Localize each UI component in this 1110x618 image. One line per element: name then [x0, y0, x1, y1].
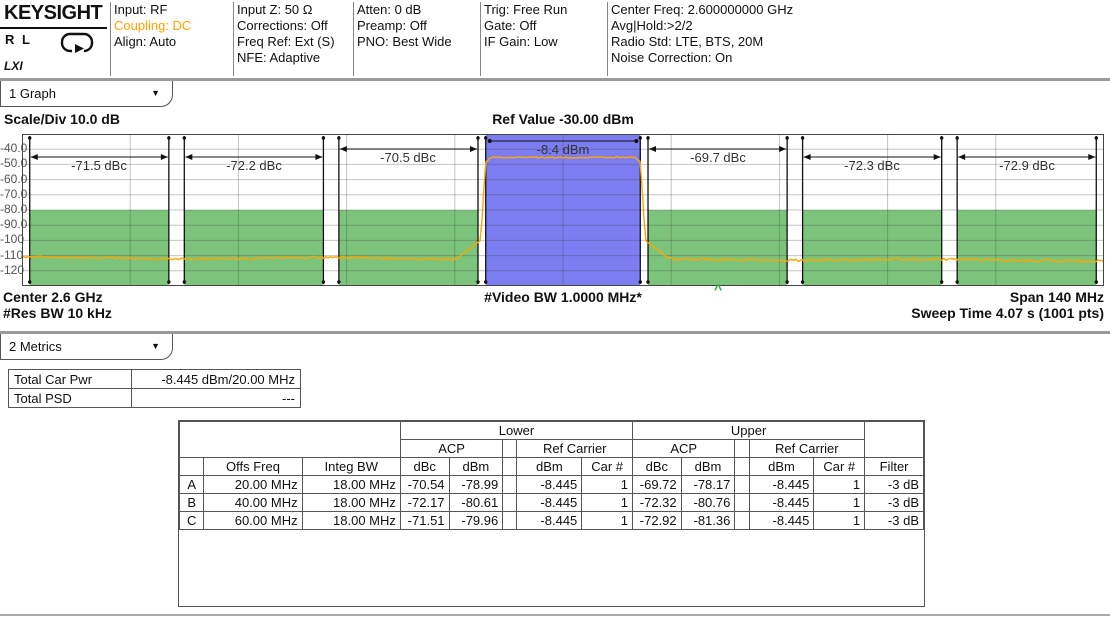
header-panel-impedance[interactable] [237, 2, 335, 66]
y-axis-tick-label: -70.0 [0, 186, 28, 201]
acp-value-cell: 1 [582, 476, 633, 494]
header-panel-trigger[interactable] [484, 2, 567, 50]
acp-table-row [180, 494, 924, 512]
acp-spacer-cell [735, 458, 749, 476]
header-line: Input Z: 50 Ω [237, 2, 313, 17]
metrics-row [9, 370, 301, 389]
ref-value-label: Ref Value -30.00 dBm [492, 111, 634, 127]
acp-value-cell: -71.51 [400, 512, 449, 530]
y-axis-tick-label: -80.0 [0, 202, 28, 216]
acp-subgroup-refcarrier: Ref Carrier [749, 440, 865, 458]
header-line: Corrections: Off [237, 18, 328, 33]
acp-value-cell: -70.54 [400, 476, 449, 494]
acp-table-row [180, 476, 924, 494]
brand-logo: KEYSIGHT [4, 2, 103, 24]
acp-spacer-cell [503, 512, 517, 530]
header-divider [353, 2, 354, 76]
header-line: Atten: 0 dB [357, 2, 422, 17]
acp-col-header: dBm [449, 458, 503, 476]
header-line: Freq Ref: Ext (S) [237, 34, 335, 49]
header-line-coupling: Coupling: DC [114, 18, 192, 33]
acp-value-cell: 20.00 MHz [204, 476, 302, 494]
acp-value-cell: -81.36 [681, 512, 735, 530]
center-freq-annotation: Center 2.6 GHz [3, 289, 103, 305]
span-annotation: Span 140 MHz [1009, 289, 1104, 305]
header-panel-input[interactable] [114, 2, 191, 50]
acp-col-header: dBm [517, 458, 582, 476]
header-line: PNO: Best Wide [357, 34, 452, 49]
acp-region-label: -72.9 dBc [999, 158, 1055, 173]
acp-region-label: -72.3 dBc [844, 158, 900, 173]
acp-header-row [180, 422, 924, 440]
acp-col-header: Car # [814, 458, 865, 476]
acp-spacer-cell [503, 476, 517, 494]
metric-value: --- [132, 389, 301, 408]
acp-table-row [180, 512, 924, 530]
acp-row-id: B [180, 494, 204, 512]
marker-caret-icon: ^ [714, 281, 723, 297]
header-line: Align: Auto [114, 34, 177, 49]
acp-spacer-cell [735, 512, 749, 530]
acp-col-header: dBc [633, 458, 682, 476]
header-line: Input: RF [114, 2, 168, 17]
acp-spacer-cell [503, 494, 517, 512]
acp-value-cell: -3 dB [865, 512, 924, 530]
acp-value-cell: -79.96 [449, 512, 503, 530]
acp-group-upper: Upper [633, 422, 865, 440]
acp-spacer-cell [503, 440, 517, 458]
acp-value-cell: -72.92 [633, 512, 682, 530]
metrics-view-dropdown-label: 2 Metrics [9, 339, 62, 354]
acp-value-cell: 1 [582, 494, 633, 512]
acp-value-cell: 18.00 MHz [302, 476, 400, 494]
acp-col-header: dBm [681, 458, 735, 476]
brand-rule [0, 27, 107, 29]
header-line: Trig: Free Run [484, 2, 568, 17]
bottom-divider [0, 614, 1110, 616]
acp-subgroup-acp: ACP [400, 440, 502, 458]
acp-col-header: dBm [749, 458, 814, 476]
graph-view-dropdown[interactable] [0, 81, 173, 107]
acp-value-cell: 60.00 MHz [204, 512, 302, 530]
y-axis-tick-label: -100 [0, 232, 25, 247]
acp-row-id: A [180, 476, 204, 494]
chevron-down-icon: ▼ [151, 341, 160, 351]
metric-label: Total Car Pwr [9, 370, 132, 389]
acp-value-cell: -8.445 [749, 476, 814, 494]
acp-col-header: dBc [400, 458, 449, 476]
acp-col-header: Filter [865, 458, 924, 476]
acp-subgroup-acp: ACP [633, 440, 735, 458]
res-bw-annotation: #Res BW 10 kHz [3, 305, 112, 321]
metrics-row [9, 389, 301, 408]
acp-value-cell: 18.00 MHz [302, 512, 400, 530]
sweep-time-annotation: Sweep Time 4.07 s (1001 pts) [911, 305, 1104, 321]
header-line: Gate: Off [484, 18, 537, 33]
video-bw-annotation: #Video BW 1.0000 MHz* [484, 289, 642, 305]
acp-spacer-cell [735, 494, 749, 512]
acp-value-cell: 1 [814, 512, 865, 530]
acp-group-lower: Lower [400, 422, 632, 440]
header-divider [607, 2, 608, 76]
acp-region-label: -72.2 dBc [226, 158, 282, 173]
acp-corner-cell [865, 422, 924, 458]
acp-value-cell: -72.17 [400, 494, 449, 512]
lxi-logo: LXI [4, 59, 23, 73]
acp-spacer-cell [735, 440, 749, 458]
acp-value-cell: -8.445 [517, 512, 582, 530]
continuous-sweep-icon[interactable] [60, 32, 94, 59]
header-line: Avg|Hold:>2/2 [611, 18, 693, 33]
acp-value-cell: 1 [814, 494, 865, 512]
acp-col-header [180, 458, 204, 476]
acp-value-cell: -8.445 [749, 512, 814, 530]
acp-value-cell: -80.61 [449, 494, 503, 512]
y-axis-tick-label: -60.0 [0, 171, 28, 186]
carrier-power-label: -8.4 dBm [536, 142, 590, 157]
acp-col-header: Integ BW [302, 458, 400, 476]
metric-label: Total PSD [9, 389, 132, 408]
metrics-view-dropdown[interactable] [0, 334, 173, 360]
header-line: NFE: Adaptive [237, 50, 321, 65]
acp-row-id: C [180, 512, 204, 530]
acp-value-cell: -8.445 [517, 494, 582, 512]
header-divider [110, 2, 111, 76]
header-line: IF Gain: Low [484, 34, 558, 49]
acp-results-table [178, 420, 925, 607]
acp-region-label: -71.5 dBc [71, 158, 127, 173]
metric-value: -8.445 dBm/20.00 MHz [132, 370, 301, 389]
acp-value-cell: 1 [814, 476, 865, 494]
acp-value-cell: -78.17 [681, 476, 735, 494]
acp-value-cell: -8.445 [517, 476, 582, 494]
header-panel-atten[interactable] [357, 2, 452, 50]
acp-value-cell: 1 [582, 512, 633, 530]
acp-region-label: -70.5 dBc [380, 150, 436, 165]
acp-subgroup-refcarrier: Ref Carrier [517, 440, 633, 458]
mode-indicator: R L [5, 32, 32, 47]
y-axis-tick-label: -110 [0, 247, 24, 262]
acp-value-cell: -69.72 [633, 476, 682, 494]
metrics-table [8, 369, 301, 408]
acp-value-cell: -80.76 [681, 494, 735, 512]
acp-col-header: Car # [582, 458, 633, 476]
header-panel-freq[interactable] [611, 2, 793, 66]
graph-view-dropdown-label: 1 Graph [9, 86, 56, 101]
acp-value-cell: -3 dB [865, 494, 924, 512]
header-line: Preamp: Off [357, 18, 427, 33]
acp-value-cell: -78.99 [449, 476, 503, 494]
header-line: Center Freq: 2.600000000 GHz [611, 2, 794, 17]
acp-column-header-row [180, 458, 924, 476]
y-axis-tick-label: -90.0 [0, 217, 28, 232]
acp-region-label: -69.7 dBc [690, 150, 746, 165]
acp-value-cell: 18.00 MHz [302, 494, 400, 512]
y-axis-tick-label: -120 [0, 262, 25, 277]
header-divider [233, 2, 234, 76]
scale-div-label: Scale/Div 10.0 dB [4, 111, 120, 127]
acp-value-cell: -8.445 [749, 494, 814, 512]
acp-col-header: Offs Freq [204, 458, 302, 476]
acp-corner-cell [180, 422, 401, 458]
header-line: Radio Std: LTE, BTS, 20M [611, 34, 764, 49]
header-line: Noise Correction: On [611, 50, 733, 65]
acp-spacer-cell [503, 458, 517, 476]
acp-value-cell: -72.32 [633, 494, 682, 512]
acp-value-cell: 40.00 MHz [204, 494, 302, 512]
acp-value-cell: -3 dB [865, 476, 924, 494]
y-axis-tick-label: -40.0 [0, 141, 28, 156]
y-axis-tick-label: -50.0 [0, 156, 28, 171]
header-divider [480, 2, 481, 76]
acp-spacer-cell [735, 476, 749, 494]
chevron-down-icon: ▼ [151, 88, 160, 98]
